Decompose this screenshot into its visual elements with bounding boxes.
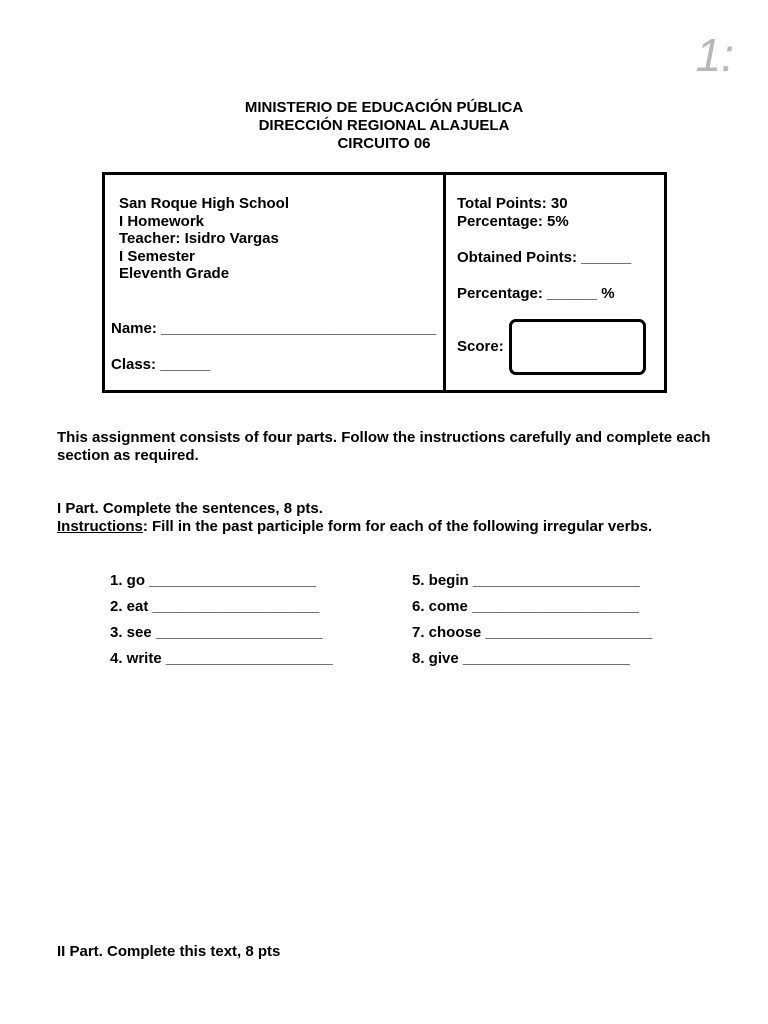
part1-title: I Part. Complete the sentences, 8 pts. — [57, 500, 323, 517]
circuit: CIRCUITO 06 — [337, 135, 431, 152]
regional-direction: DIRECCIÓN REGIONAL ALAJUELA — [258, 117, 510, 134]
page-number: 1: — [695, 29, 734, 81]
points-info — [457, 195, 569, 231]
percentage-field: Percentage: ______ % — [457, 285, 615, 302]
instructions-text: : Fill in the past participle form for each of the following irregular verbs. — [142, 518, 653, 535]
verb-item: 3. see ____________________ — [110, 624, 323, 641]
score-label: Score: — [457, 338, 504, 355]
name-field: Name: _________________________________ — [111, 320, 437, 337]
assignment-intro: This assignment consists of four parts. Follow the instructions carefully and complete each section as required. — [57, 429, 711, 464]
school-info — [119, 195, 289, 283]
document-header — [0, 99, 768, 153]
instructions-label: Instructions — [57, 518, 143, 535]
teacher-name: Teacher: Isidro Vargas — [119, 230, 279, 248]
score-box — [509, 319, 646, 375]
class-field: Class: ______ — [111, 356, 211, 373]
verb-item: 1. go ____________________ — [110, 572, 317, 589]
homework-number: I Homework — [119, 212, 205, 230]
verb-item: 7. choose ____________________ — [412, 624, 653, 641]
semester: I Semester — [119, 247, 195, 265]
verb-item: 6. come ____________________ — [412, 598, 639, 615]
ministry-title: MINISTERIO DE EDUCACIÓN PÚBLICA — [244, 99, 524, 116]
part1-instructions — [57, 518, 652, 536]
info-box — [102, 172, 667, 393]
total-points: Total Points: 30 — [457, 195, 568, 212]
verb-item: 4. write ____________________ — [110, 650, 333, 667]
verb-item: 8. give ____________________ — [412, 650, 630, 667]
info-box-divider — [443, 175, 446, 390]
obtained-points-field: Obtained Points: ______ — [457, 249, 632, 266]
verb-item: 2. eat ____________________ — [110, 598, 320, 615]
grade: Eleventh Grade — [119, 265, 230, 283]
school-name: San Roque High School — [119, 195, 290, 212]
part2-title: II Part. Complete this text, 8 pts — [57, 943, 281, 960]
percentage-value: Percentage: 5% — [457, 213, 569, 230]
verb-item: 5. begin ____________________ — [412, 572, 640, 589]
